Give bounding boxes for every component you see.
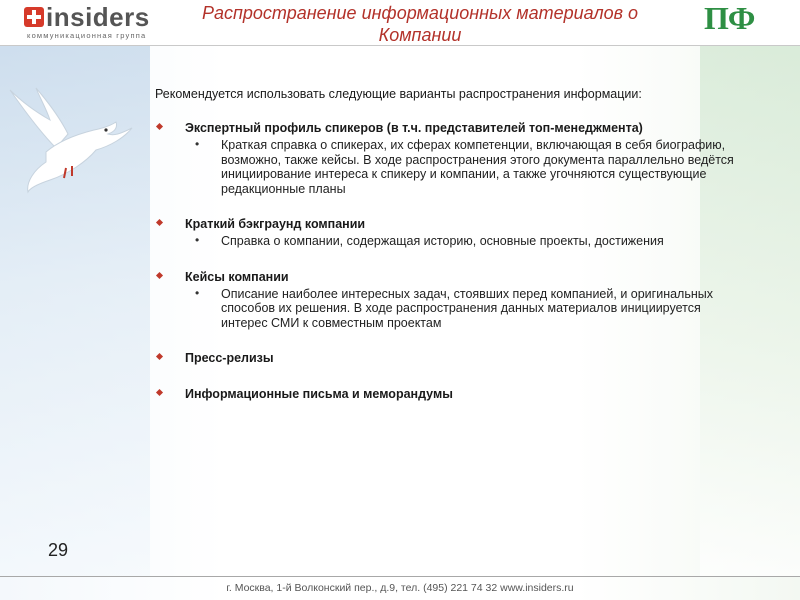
bullet-marker-icon [156, 353, 163, 360]
dash-marker-icon: • [195, 285, 200, 300]
section-description: Описание наиболее интересных задач, стоявших перед компанией, и оригинальных способов их решения. В ходе распространения данных материалов инициируется интерес СМИ к совместным проектам [221, 286, 713, 330]
page-number: 29 [48, 540, 69, 560]
dash-marker-icon: • [195, 233, 200, 247]
section-heading: Пресс-релизы [185, 351, 274, 365]
section-sub-item [185, 138, 745, 196]
section-heading: Информационные письма и меморандумы [185, 387, 453, 401]
bullet-marker-icon [156, 389, 163, 396]
slide-title: Распространение информационных материалов о Компании [201, 3, 639, 45]
section-description: Справка о компании, содержащая историю, основные проекты, достижения [221, 234, 664, 248]
intro-text: Рекомендуется использовать следующие варианты распространения информации: [155, 87, 642, 101]
dove-icon [6, 86, 136, 196]
dash-marker-icon: • [195, 137, 200, 151]
section-sub-item [185, 234, 745, 249]
section-heading: Краткий бэкграунд компании [185, 217, 366, 231]
insiders-logo [22, 4, 152, 40]
bullet-marker-icon [156, 123, 163, 130]
section-heading: Кейсы компании [185, 269, 289, 284]
section-speaker-profile [155, 120, 745, 196]
section-press-releases [155, 350, 745, 366]
bullet-marker-icon [156, 219, 163, 226]
bullet-marker-icon [156, 271, 163, 278]
section-company-background [155, 216, 745, 249]
footer-address: г. Москва, 1-й Волконский пер., д.9, тел. (495) 221 74 32 www.insiders.ru [226, 582, 574, 594]
footer-divider [0, 576, 800, 577]
slide-header [0, 0, 800, 46]
pf-logo [704, 0, 782, 39]
section-info-letters [155, 386, 745, 402]
plus-icon [24, 7, 44, 27]
pf-logo-text: ПФ [704, 0, 755, 36]
section-heading: Экспертный профиль спикеров (в т.ч. представителей топ-менеджмента) [185, 121, 643, 135]
section-sub-item [185, 287, 745, 331]
section-company-cases [155, 269, 745, 331]
logo-word: insiders [46, 2, 150, 32]
logo-subtitle: коммуникационная группа [27, 31, 147, 40]
section-description: Краткая справка о спикерах, их сферах компетенции, включающая в себя биографию, возможно, также кейсы. В ходе распространения этого документа параллельно ведётся инициирование интереса к спикеру и компании, а также угочняются существующие редакционные планы [221, 138, 734, 196]
main-content [155, 86, 745, 422]
